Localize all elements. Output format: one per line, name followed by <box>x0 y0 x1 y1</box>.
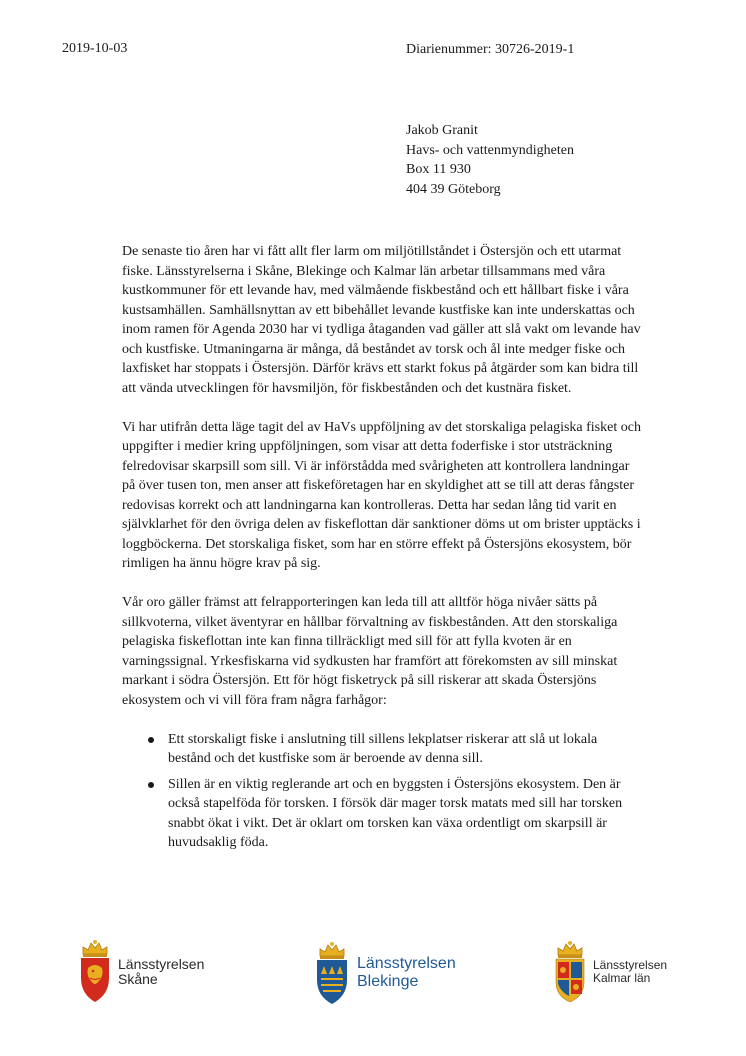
logo-skane <box>78 938 204 1006</box>
recipient-box: Box 11 930 <box>406 162 471 177</box>
logo-blekinge-line1: Länsstyrelsen <box>357 955 456 973</box>
list-item: Sillen är en viktig reglerande art och en byggsten i Östersjöns ekosystem. Den är också stapelföda för torsken. I försök där mager torsk matats med sill har torsken snabbt ökat i vikt. Det är oklart om torsken kan växa ordentligt om skarpsill är huvudsaklig föda. <box>168 775 642 853</box>
logo-blekinge-line2: Blekinge <box>357 973 419 990</box>
diarienummer: Diarienummer: 30726-2019-1 <box>406 42 575 57</box>
letter-date: 2019-10-03 <box>62 41 128 56</box>
logo-skane-line1: Länsstyrelsen <box>118 955 205 972</box>
recipient-address <box>406 121 574 199</box>
lion-crest-icon <box>78 938 112 1006</box>
recipient-name: Jakob Granit <box>406 123 478 138</box>
crown-crest-icon <box>313 940 351 1006</box>
logo-kalmar-line1: Länsstyrelsen <box>593 957 668 972</box>
recipient-postal: 404 39 Göteborg <box>406 181 501 197</box>
letter-body <box>122 242 642 859</box>
logo-skane-line2: Skåne <box>118 971 158 987</box>
logo-kalmar <box>553 940 667 1004</box>
paragraph-2: Vi har utifrån detta läge tagit del av HaVs uppföljning av det storskaliga pelagiska fisket och uppgifter i medier kring uppföljningen, som visar att detta foderfiske i stor utsträckning felredovisar skarpsill som sill. Vi är införstådda med svårigheten att kontrollera landningar på över tusen ton, men anser att fiskeföretagen har en skyldighet att se till att deras fångster redovisas korrekt och att landningarna kan kontrolleras. Detta har sedan lång tid varit en självklarhet för den övriga delen av fiskeflottan där sanktioner döms ut om brister upptäcks i loggböckerna. Det storskaliga fisket, som har en större effekt på Östersjöns ekosystem, bör rimligen ha ännu högre krav på sig. <box>122 419 641 571</box>
paragraph-3: Vår oro gäller främst att felrapporteringen kan leda till att alltför höga nivåer sätts på sillkvoterna, vilket äventyrar en hållbar förvaltning av fiskbestånden. Att den storskaliga pelagiska fiskeflottan inte kan finna tillräckligt med sill för att fylla kvoten är en varningssignal. Yrkesfiskarna vid sydkusten har framfört att förekomsten av sill minskat markant i södra Östersjön. Ett för högt fisketryck på sill riskerar att skada Östersjöns ekosystem och vi vill föra fram några farhågor: <box>122 595 618 708</box>
concern-list <box>122 730 642 853</box>
recipient-organisation: Havs- och vattenmyndigheten <box>406 142 574 158</box>
logo-kalmar-line2: Kalmar län <box>593 971 651 985</box>
lion-shield-icon <box>553 940 587 1004</box>
list-item: Ett storskaligt fiske i anslutning till sillens lekplatser riskerar att slå ut lokala bestånd och det kustfiske som är beroende av denna sill. <box>168 730 642 769</box>
logo-blekinge <box>313 940 456 1006</box>
paragraph-1: De senaste tio åren har vi fått allt fler larm om miljötillståndet i Östersjön och ett utarmat fiske. Länsstyrelserna i Skåne, Blekinge och Kalmar län arbetar tillsammans med våra kustkommuner för ett levande hav, med välmående fiskbestånd och ett hållbart fiske i våra kustsamhällen. Samhällsnyttan av ett bibehållet levande kustfiske kan inte underskattas och inom ramen för Agenda 2030 har vi tydliga åtaganden vad gäller att slå vakt om levande hav och kustfiske. Utmaningarna är många, då beståndet av torsk och ål inte medger fiske och laxfisket har stoppats i Östersjön. Därför krävs ett starkt fokus på åtgärder som kan bidra till att vända utvecklingen för havsmiljön, för fiskbestånden och det kustnära fisket. <box>122 244 641 396</box>
